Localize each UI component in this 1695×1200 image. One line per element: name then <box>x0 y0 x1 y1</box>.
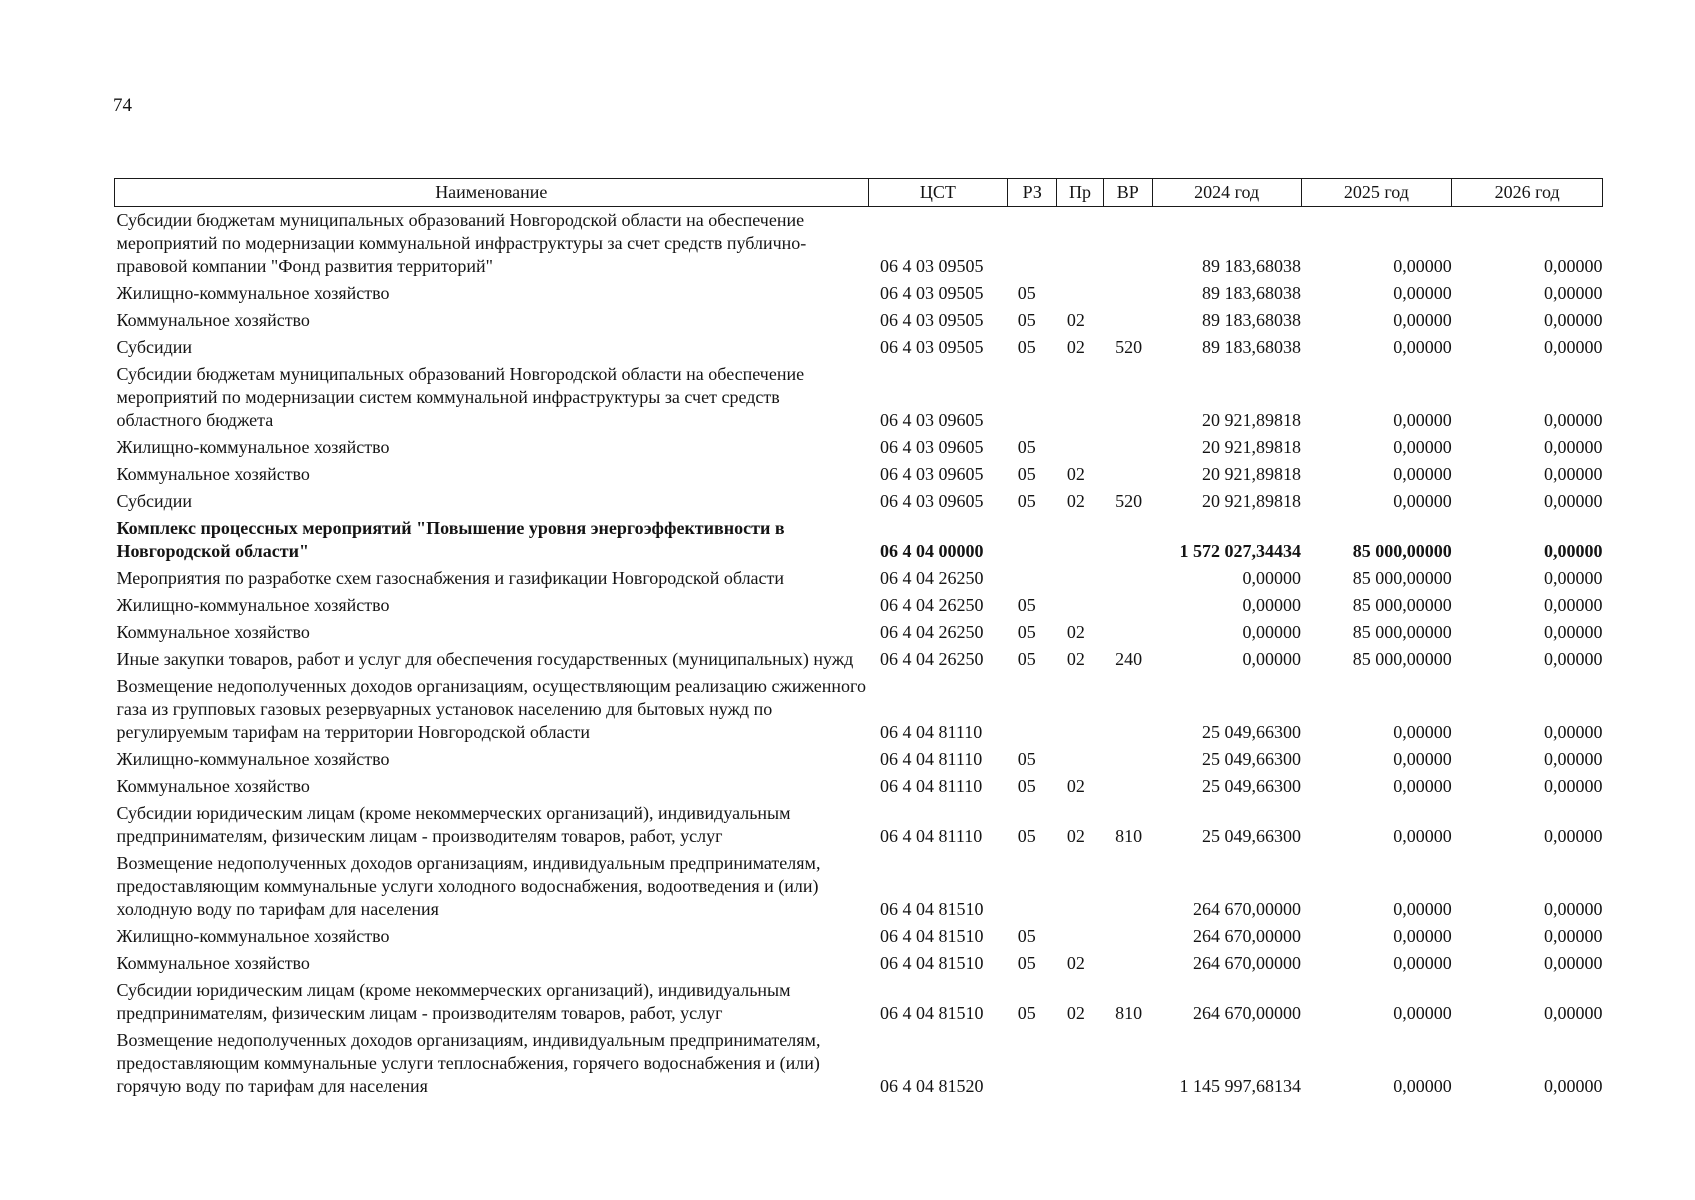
cell-vr: 520 <box>1115 337 1143 357</box>
cell-pr: 02 <box>1066 491 1085 511</box>
cell-rz: 05 <box>1017 283 1036 303</box>
cell-name: Жилищно-коммунальное хозяйство <box>116 595 390 615</box>
cell-name: Жилищно-коммунальное хозяйство <box>116 437 390 457</box>
cell-name: Коммунальное хозяйство <box>116 953 310 973</box>
cell-pr: 02 <box>1066 649 1085 669</box>
cell-cst: 06 4 04 81510 <box>880 1003 984 1023</box>
table-row <box>115 800 1603 850</box>
cell-pr: 02 <box>1066 776 1085 796</box>
table-header-row <box>115 179 1603 207</box>
cell-name: Коммунальное хозяйство <box>116 776 310 796</box>
cell-year-2024: 25 049,66300 <box>1202 826 1302 846</box>
cell-year-2024: 264 670,00000 <box>1193 1003 1302 1023</box>
cell-year-2025: 0,00000 <box>1393 826 1452 846</box>
cell-vr <box>1103 850 1152 923</box>
cell-year-2026: 0,00000 <box>1544 410 1603 430</box>
cell-year-2025: 0,00000 <box>1393 776 1452 796</box>
cell-vr <box>1103 461 1152 488</box>
cell-vr <box>1103 746 1152 773</box>
cell-rz: 05 <box>1017 749 1036 769</box>
cell-rz: 05 <box>1017 826 1036 846</box>
cell-year-2024: 264 670,00000 <box>1193 953 1302 973</box>
cell-cst: 06 4 04 26250 <box>880 595 984 615</box>
cell-name: Жилищно-коммунальное хозяйство <box>116 926 390 946</box>
cell-pr <box>1057 515 1103 565</box>
cell-pr <box>1057 592 1103 619</box>
cell-year-2025: 0,00000 <box>1393 749 1452 769</box>
cell-year-2025: 0,00000 <box>1393 410 1452 430</box>
cell-vr: 520 <box>1115 491 1143 511</box>
table-row <box>115 850 1603 923</box>
cell-pr <box>1057 361 1103 434</box>
cell-year-2025: 0,00000 <box>1393 926 1452 946</box>
table-row <box>115 950 1603 977</box>
header-2024: 2024 год <box>1152 179 1301 207</box>
cell-year-2026: 0,00000 <box>1544 491 1603 511</box>
cell-name: Коммунальное хозяйство <box>116 464 310 484</box>
cell-rz: 05 <box>1017 595 1036 615</box>
cell-rz: 05 <box>1017 464 1036 484</box>
cell-name: Возмещение недополученных доходов организациям, индивидуальным предпринимателям, предоставляющим коммунальные услуги теплоснабжения, горячего водоснабжения и (или) горячую воду по тарифам для населения <box>116 1030 821 1096</box>
cell-vr <box>1103 950 1152 977</box>
header-pr: Пр <box>1057 179 1103 207</box>
cell-pr <box>1057 434 1103 461</box>
cell-cst: 06 4 03 09505 <box>880 310 984 330</box>
cell-cst: 06 4 04 81510 <box>880 926 984 946</box>
cell-cst: 06 4 03 09505 <box>880 283 984 303</box>
cell-year-2025: 85 000,00000 <box>1352 649 1452 669</box>
cell-name: Возмещение недополученных доходов организациям, осуществляющим реализацию сжиженного газа из групповых газовых резервуарных установок населению для бытовых нужд по регулируемым тарифам на территории Новгородской области <box>116 676 866 742</box>
cell-vr <box>1103 619 1152 646</box>
table-row <box>115 334 1603 361</box>
table-row <box>115 923 1603 950</box>
cell-year-2024: 1 572 027,34434 <box>1179 541 1302 561</box>
table-row <box>115 207 1603 281</box>
cell-cst: 06 4 03 09605 <box>880 437 984 457</box>
cell-year-2024: 25 049,66300 <box>1202 749 1302 769</box>
cell-year-2024: 25 049,66300 <box>1202 776 1302 796</box>
cell-cst: 06 4 04 26250 <box>880 568 984 588</box>
cell-rz: 05 <box>1017 310 1036 330</box>
cell-pr: 02 <box>1066 337 1085 357</box>
cell-year-2024: 89 183,68038 <box>1202 256 1302 276</box>
cell-cst: 06 4 04 26250 <box>880 649 984 669</box>
cell-name: Возмещение недополученных доходов организациям, индивидуальным предпринимателям, предоставляющим коммунальные услуги холодного водоснабжения, водоотведения и (или) холодную воду по тарифам для населения <box>116 853 821 919</box>
cell-year-2025: 85 000,00000 <box>1352 568 1452 588</box>
cell-year-2026: 0,00000 <box>1544 649 1603 669</box>
cell-pr <box>1057 565 1103 592</box>
cell-year-2025: 85 000,00000 <box>1352 622 1452 642</box>
cell-cst: 06 4 03 09605 <box>880 491 984 511</box>
table-row <box>115 673 1603 746</box>
table-body <box>115 207 1603 1101</box>
cell-vr <box>1103 361 1152 434</box>
cell-cst: 06 4 03 09505 <box>880 337 984 357</box>
cell-year-2024: 264 670,00000 <box>1193 899 1302 919</box>
table-row <box>115 646 1603 673</box>
cell-year-2026: 0,00000 <box>1544 722 1603 742</box>
cell-name: Жилищно-коммунальное хозяйство <box>116 283 390 303</box>
cell-year-2026: 0,00000 <box>1544 283 1603 303</box>
cell-year-2026: 0,00000 <box>1544 541 1603 561</box>
cell-rz: 05 <box>1017 926 1036 946</box>
cell-vr <box>1103 434 1152 461</box>
cell-cst: 06 4 04 00000 <box>880 541 984 561</box>
cell-year-2025: 0,00000 <box>1393 256 1452 276</box>
table-row <box>115 307 1603 334</box>
cell-year-2026: 0,00000 <box>1544 437 1603 457</box>
cell-vr <box>1103 673 1152 746</box>
cell-vr <box>1103 592 1152 619</box>
table-row <box>115 515 1603 565</box>
cell-cst: 06 4 03 09605 <box>880 410 984 430</box>
cell-year-2025: 0,00000 <box>1393 283 1452 303</box>
cell-pr: 02 <box>1066 1003 1085 1023</box>
cell-year-2024: 89 183,68038 <box>1202 337 1302 357</box>
cell-year-2024: 264 670,00000 <box>1193 926 1302 946</box>
cell-year-2026: 0,00000 <box>1544 568 1603 588</box>
cell-rz: 05 <box>1017 622 1036 642</box>
cell-pr <box>1057 207 1103 281</box>
cell-year-2024: 20 921,89818 <box>1202 410 1302 430</box>
table-row <box>115 1027 1603 1100</box>
cell-year-2026: 0,00000 <box>1544 776 1603 796</box>
cell-name: Субсидии юридическим лицам (кроме некоммерческих организаций), индивидуальным предпринимателям, физическим лицам - производителям товаров, работ, услуг <box>116 980 791 1023</box>
cell-cst: 06 4 04 81110 <box>880 749 983 769</box>
cell-rz <box>1008 361 1057 434</box>
cell-name: Субсидии юридическим лицам (кроме некоммерческих организаций), индивидуальным предпринимателям, физическим лицам - производителям товаров, работ, услуг <box>116 803 791 846</box>
table-row <box>115 488 1603 515</box>
cell-year-2024: 0,00000 <box>1242 568 1302 588</box>
cell-rz <box>1008 1027 1057 1100</box>
cell-rz: 05 <box>1017 437 1036 457</box>
cell-name: Субсидии <box>116 491 193 511</box>
cell-rz: 05 <box>1017 1003 1036 1023</box>
table-row <box>115 461 1603 488</box>
cell-rz <box>1008 515 1057 565</box>
cell-vr <box>1103 207 1152 281</box>
cell-year-2025: 85 000,00000 <box>1352 595 1452 615</box>
cell-cst: 06 4 04 81110 <box>880 826 983 846</box>
header-rz: РЗ <box>1008 179 1057 207</box>
table-row <box>115 280 1603 307</box>
cell-name: Субсидии <box>116 337 193 357</box>
cell-name: Жилищно-коммунальное хозяйство <box>116 749 390 769</box>
cell-year-2025: 0,00000 <box>1393 1076 1452 1096</box>
cell-year-2024: 20 921,89818 <box>1202 464 1302 484</box>
cell-year-2026: 0,00000 <box>1544 622 1603 642</box>
header-vr: ВР <box>1103 179 1152 207</box>
cell-vr <box>1103 280 1152 307</box>
cell-vr <box>1103 923 1152 950</box>
cell-year-2026: 0,00000 <box>1544 1076 1603 1096</box>
table-row <box>115 977 1603 1027</box>
cell-vr: 810 <box>1115 1003 1143 1023</box>
cell-year-2026: 0,00000 <box>1544 899 1603 919</box>
cell-name: Субсидии бюджетам муниципальных образований Новгородской области на обеспечение мероприятий по модернизации коммунальной инфраструктуры за счет средств публично-правовой компании "Фонд развития территорий" <box>116 210 807 276</box>
cell-year-2026: 0,00000 <box>1544 926 1603 946</box>
cell-cst: 06 4 03 09605 <box>880 464 984 484</box>
cell-rz <box>1008 673 1057 746</box>
cell-year-2024: 0,00000 <box>1242 649 1302 669</box>
cell-pr: 02 <box>1066 953 1085 973</box>
cell-year-2025: 0,00000 <box>1393 1003 1452 1023</box>
cell-year-2025: 0,00000 <box>1393 337 1452 357</box>
cell-year-2026: 0,00000 <box>1544 1003 1603 1023</box>
cell-rz: 05 <box>1017 649 1036 669</box>
budget-table <box>114 178 1603 1100</box>
cell-pr: 02 <box>1066 310 1085 330</box>
cell-cst: 06 4 04 81520 <box>880 1076 984 1096</box>
table-row <box>115 592 1603 619</box>
cell-rz <box>1008 565 1057 592</box>
header-name: Наименование <box>115 179 869 207</box>
page-number: 74 <box>113 95 132 116</box>
cell-year-2026: 0,00000 <box>1544 256 1603 276</box>
cell-year-2026: 0,00000 <box>1544 749 1603 769</box>
cell-cst: 06 4 04 81510 <box>880 899 984 919</box>
cell-year-2025: 0,00000 <box>1393 464 1452 484</box>
cell-rz: 05 <box>1017 337 1036 357</box>
cell-cst: 06 4 04 81110 <box>880 776 983 796</box>
cell-rz <box>1008 850 1057 923</box>
cell-pr <box>1057 850 1103 923</box>
cell-pr: 02 <box>1066 622 1085 642</box>
cell-vr <box>1103 515 1152 565</box>
table-row <box>115 565 1603 592</box>
cell-vr <box>1103 565 1152 592</box>
header-cst: ЦСТ <box>868 179 1008 207</box>
cell-year-2026: 0,00000 <box>1544 953 1603 973</box>
cell-pr <box>1057 746 1103 773</box>
cell-vr: 810 <box>1115 826 1143 846</box>
cell-cst: 06 4 04 26250 <box>880 622 984 642</box>
cell-rz <box>1008 207 1057 281</box>
cell-vr <box>1103 1027 1152 1100</box>
cell-year-2024: 20 921,89818 <box>1202 437 1302 457</box>
cell-year-2024: 89 183,68038 <box>1202 283 1302 303</box>
cell-year-2025: 0,00000 <box>1393 722 1452 742</box>
header-2026: 2026 год <box>1452 179 1603 207</box>
cell-year-2024: 89 183,68038 <box>1202 310 1302 330</box>
cell-pr <box>1057 923 1103 950</box>
cell-vr <box>1103 773 1152 800</box>
cell-cst: 06 4 04 81110 <box>880 722 983 742</box>
cell-cst: 06 4 04 81510 <box>880 953 984 973</box>
cell-cst: 06 4 03 09505 <box>880 256 984 276</box>
cell-rz: 05 <box>1017 776 1036 796</box>
cell-name: Мероприятия по разработке схем газоснабжения и газификации Новгородской области <box>116 568 785 588</box>
cell-year-2026: 0,00000 <box>1544 310 1603 330</box>
cell-name: Иные закупки товаров, работ и услуг для обеспечения государственных (муниципальных) нужд <box>116 649 854 669</box>
cell-year-2025: 0,00000 <box>1393 491 1452 511</box>
table-row <box>115 773 1603 800</box>
header-2025: 2025 год <box>1301 179 1452 207</box>
cell-year-2026: 0,00000 <box>1544 337 1603 357</box>
cell-year-2026: 0,00000 <box>1544 826 1603 846</box>
table-row <box>115 434 1603 461</box>
cell-pr <box>1057 673 1103 746</box>
cell-year-2025: 0,00000 <box>1393 310 1452 330</box>
table-row <box>115 361 1603 434</box>
cell-year-2024: 0,00000 <box>1242 622 1302 642</box>
cell-pr <box>1057 280 1103 307</box>
cell-vr: 240 <box>1115 649 1143 669</box>
cell-rz: 05 <box>1017 953 1036 973</box>
cell-name: Коммунальное хозяйство <box>116 310 310 330</box>
cell-rz: 05 <box>1017 491 1036 511</box>
cell-year-2024: 20 921,89818 <box>1202 491 1302 511</box>
cell-name: Субсидии бюджетам муниципальных образований Новгородской области на обеспечение мероприятий по модернизации систем коммунальной инфраструктуры за счет средств областного бюджета <box>116 364 805 430</box>
cell-vr <box>1103 307 1152 334</box>
cell-name: Комплекс процессных мероприятий "Повышение уровня энергоэффективности в Новгородской области" <box>116 518 785 561</box>
table-row <box>115 746 1603 773</box>
cell-year-2026: 0,00000 <box>1544 464 1603 484</box>
cell-pr: 02 <box>1066 826 1085 846</box>
table-row <box>115 619 1603 646</box>
cell-pr <box>1057 1027 1103 1100</box>
cell-year-2025: 0,00000 <box>1393 437 1452 457</box>
cell-year-2025: 85 000,00000 <box>1352 541 1452 561</box>
cell-pr: 02 <box>1066 464 1085 484</box>
cell-year-2026: 0,00000 <box>1544 595 1603 615</box>
cell-year-2025: 0,00000 <box>1393 953 1452 973</box>
cell-year-2025: 0,00000 <box>1393 899 1452 919</box>
cell-year-2024: 25 049,66300 <box>1202 722 1302 742</box>
cell-year-2024: 0,00000 <box>1242 595 1302 615</box>
cell-year-2024: 1 145 997,68134 <box>1179 1076 1302 1096</box>
cell-name: Коммунальное хозяйство <box>116 622 310 642</box>
